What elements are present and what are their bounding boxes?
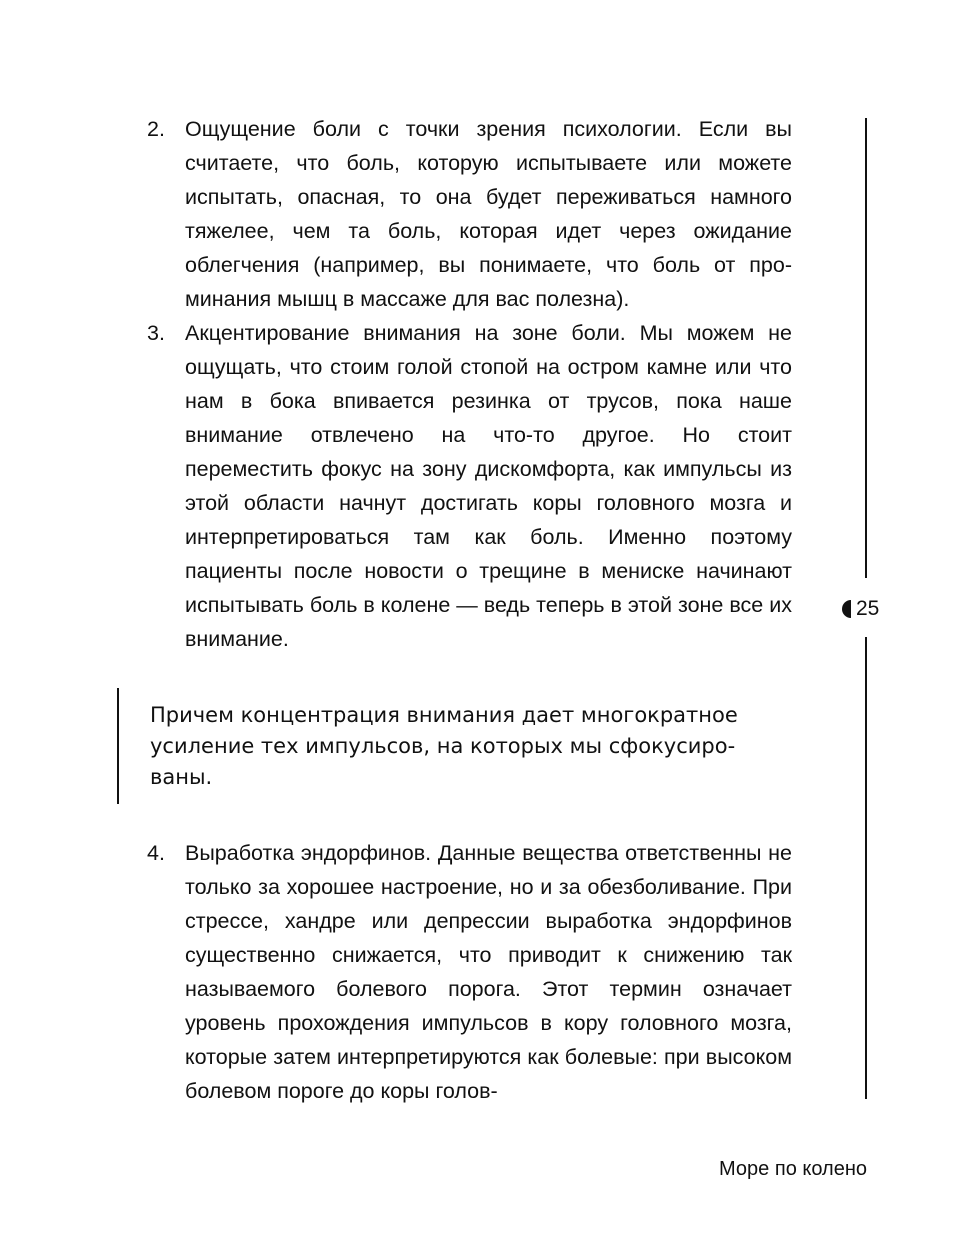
page-number-marker (842, 595, 879, 623)
list-item-number: 4. (147, 841, 165, 865)
list-item-text: Акцентирование внимания на зоне боли. Мы можем не ощущать, что стоим голой стопой на остром камне или что нам в бока впивается резинка от трусов, пока наше внимание отвлечено на что-то другое. Но стоит переместить фокус на зону дискомфорта, как импульсы из этой области начнут достигать коры головного мозга и интерпретироваться там как боль. Именно поэтому пациенты после новости о трещине в мениске начинают испытывать боль в колене — ведь теперь в этой зоне все их внимание. (185, 321, 792, 651)
running-footer: Море по колено (719, 1158, 867, 1180)
margin-rule-top (865, 118, 867, 578)
pullquote: Причем концентрация внимания дает многократное усиление тех импульсов, на которых мы сфокусированы. (150, 703, 738, 789)
list-item-number: 3. (147, 321, 165, 345)
list-item-3 (147, 316, 792, 656)
list-item-number: 2. (147, 117, 165, 141)
list-item-2 (147, 112, 792, 316)
page-number: 25 (856, 597, 880, 620)
margin-rule-bottom (865, 637, 867, 1099)
half-circle-icon (842, 600, 851, 618)
pullquote-bar (117, 688, 119, 804)
list-item-text: Выработка эндорфинов. Данные вещества ответственны не только за хорошее настроение, но и за обезболивание. При стрессе, хандре или депрессии выработка эндорфинов существенно снижается, что приводит к снижению так называемого болевого порога. Этот термин означает уровень прохождения импульсов в кору головного мозга, которые затем интерпретируются как болевые: при высоком болевом пороге до коры голов- (185, 841, 792, 1103)
list-item-4 (147, 836, 792, 1108)
list-item-text: Ощущение боли с точки зрения психологии. Если вы считаете, что боль, которую испытываете или можете испытать, опасная, то она будет переживаться намного тяжелее, чем та боль, которая идет через ожидание облегчения (например, вы понимаете, что боль от проминания мышц в массаже для вас полезна). (185, 117, 792, 311)
